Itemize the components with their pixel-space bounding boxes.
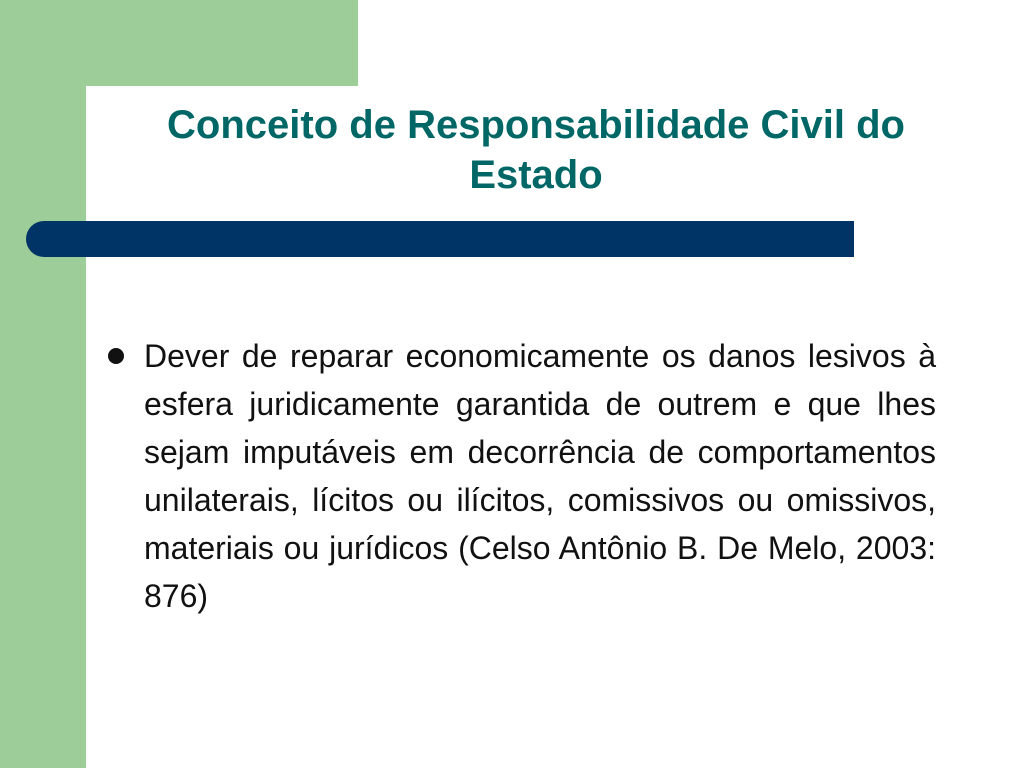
bullet-list: [104, 332, 936, 620]
slide-title: Conceito de Responsabilidade Civil do Estado: [167, 103, 905, 197]
bullet-text: Dever de reparar economicamente os danos lesivos à esfera juridicamente garantida de outrem e que lhes sejam imputáveis em decorrência de comportamentos unilaterais, lícitos ou ilícitos, comissivos ou omissivos, materiais ou jurídicos (Celso Antônio B. De Melo, 2003: 876): [144, 338, 936, 614]
title-underline-bar: [26, 221, 854, 257]
bullet-dot-icon: [108, 348, 124, 364]
green-sidebar-strip: [0, 0, 86, 768]
bullet-item: [104, 332, 936, 620]
green-corner-block: [0, 0, 358, 86]
